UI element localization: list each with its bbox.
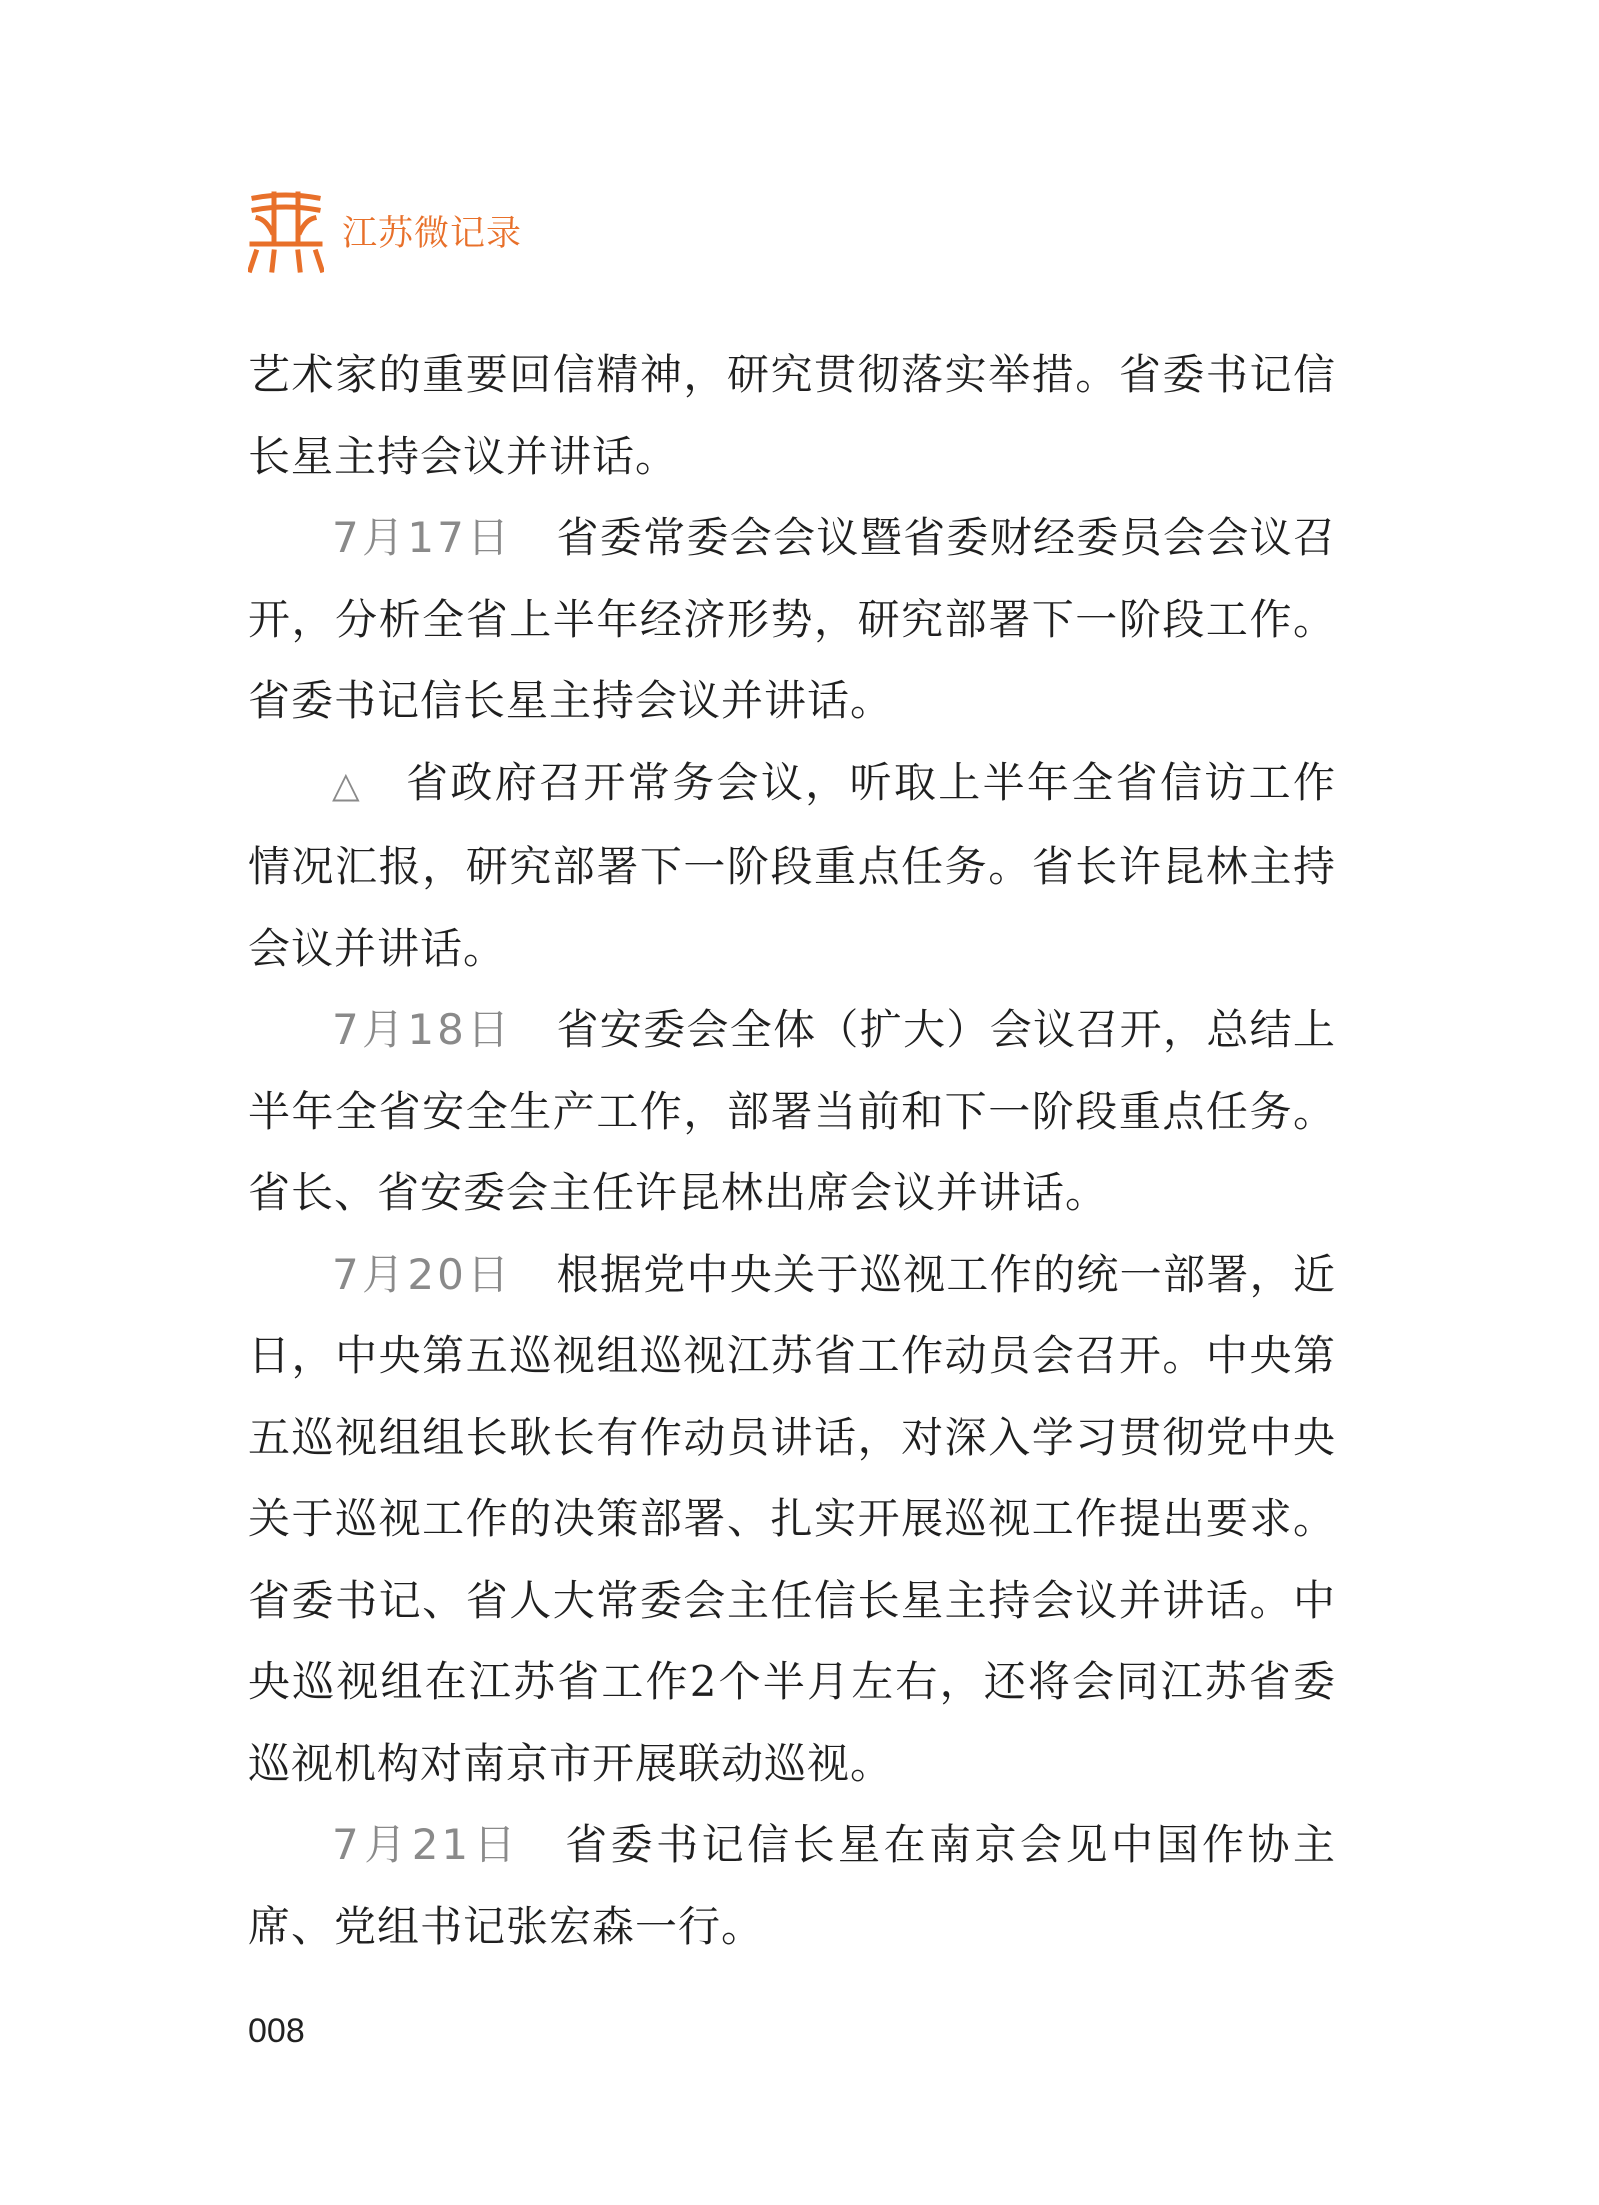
paragraph-text: 省委书记信长星在南京会见中国作协主席、党组书记张宏森一行。 (248, 1820, 1336, 1951)
paragraph (248, 334, 1336, 497)
header-title: 江苏微记录 (342, 214, 523, 254)
paragraph (248, 742, 1336, 990)
paragraph-text: 省安委会全体（扩大）会议召开，总结上半年全省安全生产工作，部署当前和下一阶段重点任务。省长、省安委会主任许昆林出席会议并讲话。 (248, 1005, 1336, 1217)
paragraph (248, 989, 1336, 1234)
paragraph (248, 497, 1336, 742)
paragraph-text: 省委常委会会议暨省委财经委员会会议召开，分析全省上半年经济形势，研究部署下一阶段工作。省委书记信长星主持会议并讲话。 (248, 513, 1336, 725)
date-label: 7月21日 (332, 1820, 522, 1869)
triangle-marker: △ (332, 764, 363, 806)
page-header (248, 188, 522, 274)
chronicle-body (248, 334, 1336, 1967)
paragraph (248, 1804, 1336, 1967)
date-label: 7月17日 (332, 513, 513, 562)
paragraph-text: 根据党中央关于巡视工作的统一部署，近日，中央第五巡视组巡视江苏省工作动员会召开。中央第五巡视组组长耿长有作动员讲话，对深入学习贯彻党中央关于巡视工作的决策部署、扎实开展巡视工作提出要求。省委书记、省人大常委会主任信长星主持会议并讲话。中央巡视组在江苏省工作2个半月左右，还将会同江苏省委巡视机构对南京市开展联动巡视。 (248, 1249, 1336, 1788)
page-number: 008 (248, 2012, 305, 2050)
date-label: 7月20日 (332, 1249, 513, 1299)
date-label: 7月18日 (332, 1005, 513, 1054)
paragraph-text: 省政府召开常务会议，听取上半年全省信访工作情况汇报，研究部署下一阶段重点任务。省长许昆林主持会议并讲话。 (248, 757, 1336, 973)
paragraph-text: 艺术家的重要回信精神，研究贯彻落实举措。省委书记信长星主持会议并讲话。 (248, 350, 1336, 481)
paragraph (248, 1234, 1336, 1805)
jiangsu-logo-icon (248, 188, 324, 274)
